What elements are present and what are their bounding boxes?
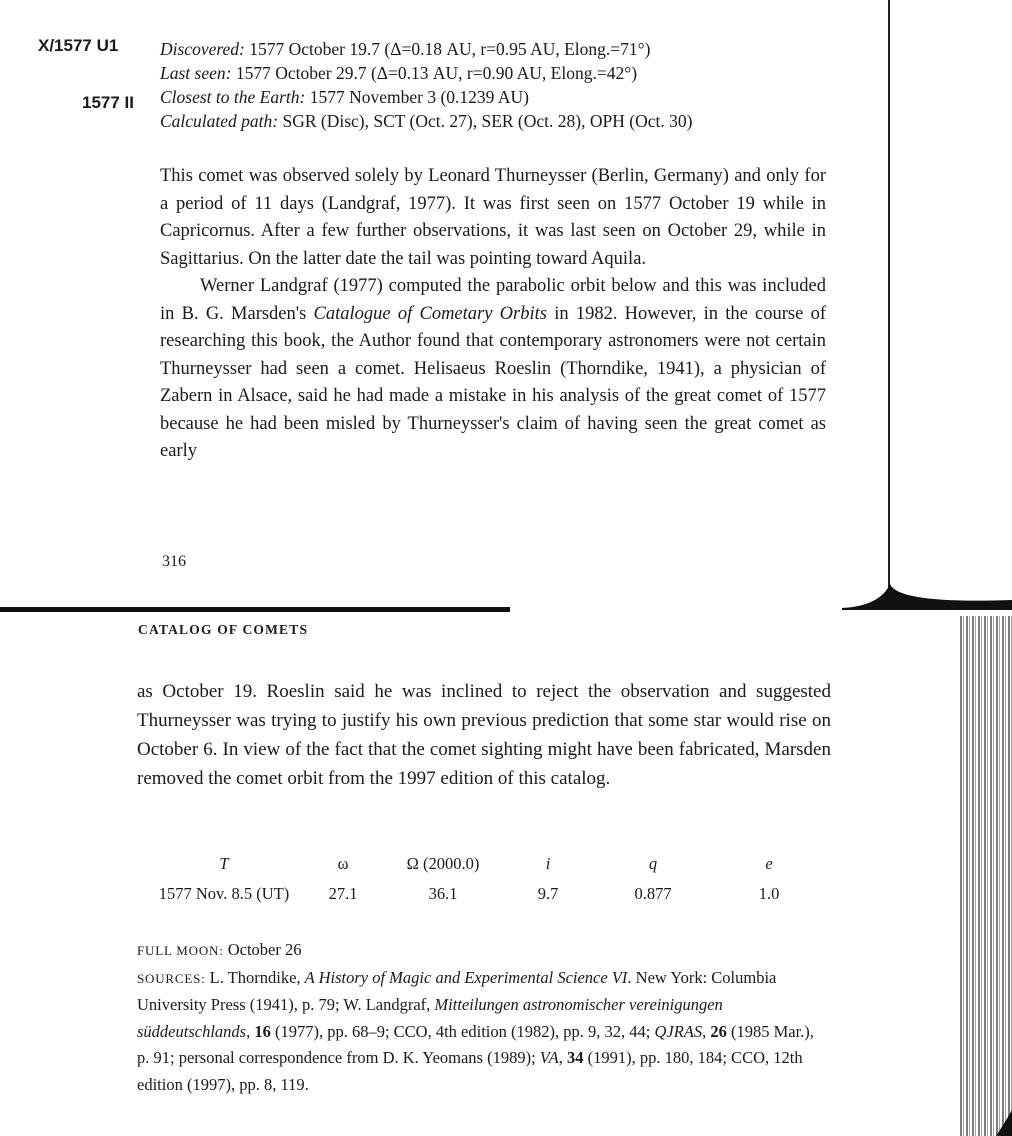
source-fragment: Mitteilungen astronomischer vereinigungen süddeutschlands [137,995,723,1041]
header-cell: ω [337,854,349,873]
source-fragment: . New York: Columbia University Press (1941), p. 79; W. Landgraf, [137,967,777,1014]
source-fragment: , [558,1048,567,1067]
table-cell: 1577 Nov. 8.5 (UT) [158,884,290,903]
source-fragment: 16 [254,1021,271,1041]
header-cell: Ω (2000.0) [406,854,480,873]
source-fragment: (1991), pp. 180, 184; CCO, 12th edition (1997), pp. 8, 119. [137,1048,803,1094]
source-fragment: A History of Magic and Experimental Science VI [304,967,628,987]
notes-block [137,937,827,1098]
orbit-elements-table [140,849,820,909]
discovered-line: Discovered: 1577 October 19.7 (Δ=0.18 AU, r=0.95 AU, Elong.=71°) [160,39,651,59]
table-cell: 36.1 [428,884,458,903]
calculated-path-line: Calculated path: SGR (Disc), SCT (Oct. 27), SER (Oct. 28), OPH (Oct. 30) [160,111,693,131]
source-fragment: , [702,1021,711,1041]
paragraph-observation: This comet was observed solely by Leonard Thurneysser (Berlin, Germany) and only for a period of 11 days (Landgraf, 1977). It was first seen on 1577 October 19 while in Capricornus. After a few further observations, it was last seen on October 29, while in Sagittarius. On the latter date the tail was pointing toward Aquila. [160,166,826,269]
last-seen-line: Last seen: 1577 October 29.7 (Δ=0.13 AU, r=0.90 AU, Elong.=42°) [160,63,638,83]
page-edge-line [888,0,890,600]
header-cell: i [545,854,551,873]
page-separator [0,578,1012,618]
paragraph-removal: as October 19. Roeslin said he was inclined to reject the observation and suggested Thurneysser was trying to justify his own previous prediction that some star would rise on October 6. In view of the fact that the comet sighting might have been fabricated, Marsden removed the comet orbit from the 1997 edition of this catalog. [137,681,831,789]
full-moon-line: FULL MOON: October 26 [137,940,302,959]
scan-edge-artifact [960,616,1012,1136]
source-fragment: , [246,1021,255,1041]
closest-approach-line: Closest to the Earth: 1577 November 3 (0.1239 AU) [160,87,529,107]
source-fragment: 26 [710,1021,727,1041]
page2-body [137,677,831,793]
comet-roman-designation: 1577 II [82,93,134,112]
source-fragment: VA [539,1048,559,1067]
source-fragment: 34 [566,1048,584,1067]
sources-line: SOURCES: L. Thorndike, A History of Magic and Experimental Science VI. New York: Columbia University Press (1941), p. 79; W. Landgraf, Mitteilungen astronomischer vereinigungen süddeutschlands, 16 (1977), pp. 68–9; CCO, 4th edition (1982), pp. 9, 32, 44; QJRAS, 26 (1985 Mar.), p. 91; personal correspondence from D. K. Yeomans (1989); VA, 34 (1991), pp. 180, 184; CCO, 12th edition (1997), pp. 8, 119. [137,967,814,1094]
corner-shadow [990,1110,1012,1136]
table-cell: 9.7 [537,884,559,903]
header-cell: e [765,854,773,873]
table-header-row [140,849,820,879]
discovery-metadata [160,37,860,133]
table-cell: 1.0 [758,884,780,903]
source-fragment: (1985 Mar.), p. 91; personal correspondence from D. K. Yeomans (1989); [137,1021,814,1067]
header-cell: q [648,854,658,873]
page-number: 316 [162,553,186,570]
running-head: CATALOG OF COMETS [138,622,309,637]
table-cell: 27.1 [328,884,358,903]
page1-body [160,163,826,466]
table-cell: 0.877 [634,884,672,903]
header-cell: T [219,854,229,873]
source-fragment: L. Thorndike, [205,967,305,987]
source-fragment: QJRAS [654,1021,703,1041]
table-row [140,879,820,909]
paragraph-orbit-history: Werner Landgraf (1977) computed the parabolic orbit below and this was included in B. G. Marsden's Catalogue of Cometary Orbits in 1982. However, in the course of researching this book, the Author found that contemporary astronomers were not certain Thurneysser had seen a comet. Helisaeus Roeslin (Thorndike, 1941), a physician of Zabern in Alsace, said he had made a mistake in his analysis of the great comet of 1577 because he had been misled by Thurneysser's claim of having seen the great comet as early [160,276,826,461]
comet-designation: X/1577 U1 [38,36,119,55]
source-fragment: (1977), pp. 68–9; CCO, 4th edition (1982), pp. 9, 32, 44; [270,1021,655,1041]
